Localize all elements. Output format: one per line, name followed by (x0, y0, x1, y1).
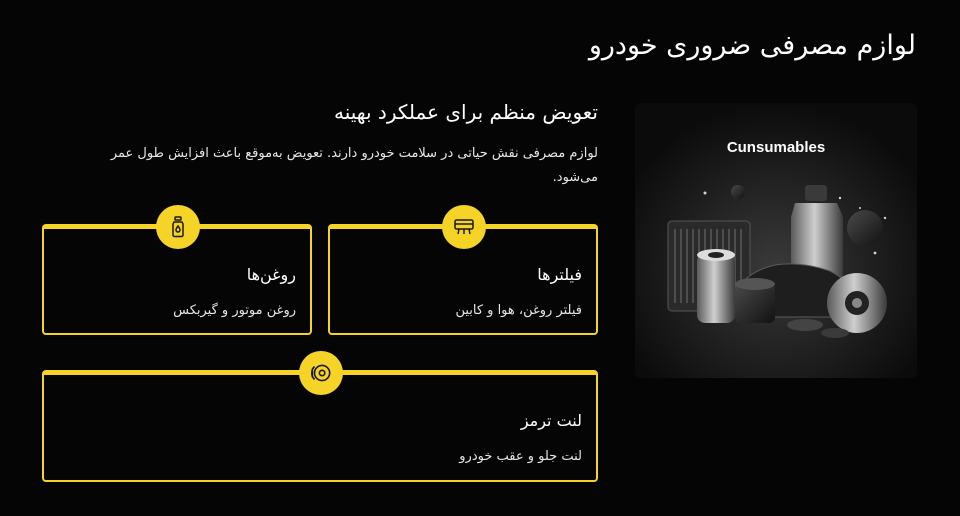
card-subtitle: روغن موتور و گیربکس (173, 303, 296, 318)
brake-disc-icon (308, 360, 334, 386)
section-description: لوازم مصرفی نقش حیاتی در سلامت خودرو دارند. تعویض به‌موقع باعث افزایش طول عمر می‌شود. (110, 146, 598, 185)
brake-disc-badge (299, 351, 343, 395)
oil-bottle-badge (156, 205, 200, 249)
section-title: تعویض منظم برای عملکرد بهینه (333, 100, 598, 124)
card-oils[interactable] (42, 224, 312, 335)
air-filter-badge (442, 205, 486, 249)
air-filter-icon (452, 215, 476, 239)
card-title: روغن‌ها (246, 265, 296, 284)
oil-bottle-icon (166, 215, 190, 239)
card-title: لنت ترمز (520, 411, 582, 430)
hero-image (635, 103, 917, 378)
card-filters[interactable] (328, 224, 598, 335)
card-subtitle: لنت جلو و عقب خودرو (459, 449, 582, 464)
card-title: فیلترها (537, 265, 582, 284)
page-title: لوازم مصرفی ضروری خودرو (588, 30, 916, 61)
hero-caption: Cunsumables (726, 139, 826, 156)
card-subtitle: فیلتر روغن، هوا و کابین (455, 303, 582, 318)
card-brake-pads[interactable] (42, 370, 598, 482)
